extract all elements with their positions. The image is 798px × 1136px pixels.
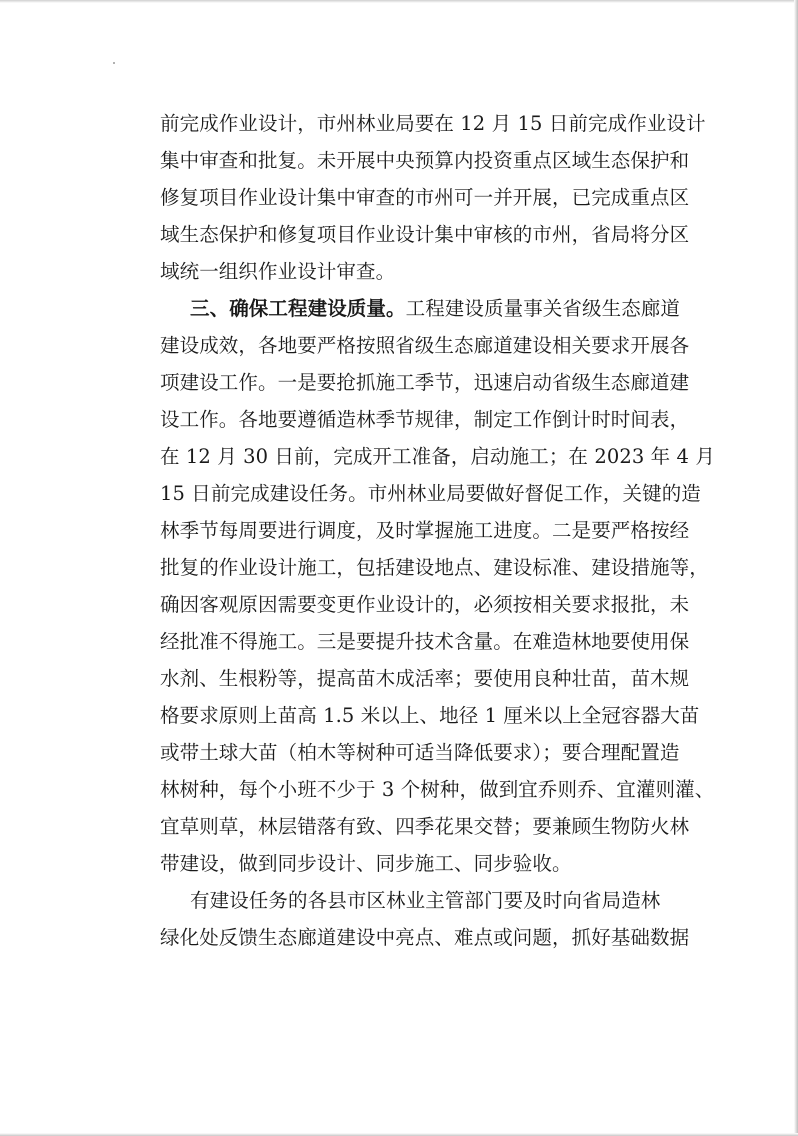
text-line: 在 12 月 30 日前，完成开工准备，启动施工；在 2023 年 4 月 bbox=[160, 445, 715, 468]
scan-edge-right bbox=[794, 0, 798, 1136]
paragraph-1 bbox=[160, 105, 706, 290]
text-line-first: 有建设任务的各县市区林业主管部门要及时向省局造林 bbox=[190, 889, 661, 912]
text-line: 或带土球大苗（柏木等树种可适当降低要求）；要合理配置造 bbox=[160, 741, 680, 764]
text-line: 域统一组织作业设计审查。 bbox=[160, 260, 396, 283]
document-body bbox=[160, 105, 715, 956]
text-line: 绿化处反馈生态廊道建设中亮点、难点或问题，抓好基础数据 bbox=[160, 926, 690, 949]
scan-speck bbox=[113, 62, 115, 64]
text-line: 设工作。各地要遵循造林季节规律，制定工作倒计时时间表， bbox=[160, 408, 690, 431]
text-line: 前完成作业设计，市州林业局要在 12 月 15 日前完成作业设计 bbox=[160, 112, 706, 135]
text-line: 项建设工作。一是要抢抓施工季节，迅速启动省级生态廊道建 bbox=[160, 371, 690, 394]
section-heading: 三、确保工程建设质量。 bbox=[190, 297, 406, 320]
text-line: 林季节每周要进行调度，及时掌握施工进度。二是要严格按经 bbox=[160, 519, 690, 542]
text-line: 批复的作业设计施工，包括建设地点、建设标准、建设措施等， bbox=[160, 556, 709, 579]
text-line: 修复项目作业设计集中审查的市州可一并开展，已完成重点区 bbox=[160, 186, 690, 209]
text-line: 建设成效，各地要严格按照省级生态廊道建设相关要求开展各 bbox=[160, 334, 690, 357]
text-line: 水剂、生根粉等，提高苗木成活率；要使用良种壮苗，苗木规 bbox=[160, 667, 690, 690]
text-line: 15 日前完成建设任务。市州林业局要做好督促工作，关键的造 bbox=[160, 482, 701, 505]
scan-edge-top bbox=[0, 0, 798, 3]
paragraph-3 bbox=[160, 882, 690, 956]
text-line: 林树种，每个小班不少于 3 个树种，做到宜乔则乔、宜灌则灌、 bbox=[160, 778, 715, 801]
text-line: 宜草则草，林层错落有致、四季花果交替；要兼顾生物防火林 bbox=[160, 815, 690, 838]
text-line: 确因客观原因需要变更作业设计的，必须按相关要求报批，未 bbox=[160, 593, 690, 616]
heading-line-rest: 工程建设质量事关省级生态廊道 bbox=[405, 297, 681, 320]
text-line: 域生态保护和修复项目作业设计集中审核的市州，省局将分区 bbox=[160, 223, 690, 246]
text-line: 集中审查和批复。未开展中央预算内投资重点区域生态保护和 bbox=[160, 149, 690, 172]
text-line: 经批准不得施工。三是要提升技术含量。在难造林地要使用保 bbox=[160, 630, 690, 653]
text-line: 格要求原则上苗高 1.5 米以上、地径 1 厘米以上全冠容器大苗 bbox=[160, 704, 700, 727]
text-line: 带建设，做到同步设计、同步施工、同步验收。 bbox=[160, 852, 572, 875]
paragraph-2 bbox=[160, 290, 715, 882]
text-line-first bbox=[160, 290, 690, 327]
